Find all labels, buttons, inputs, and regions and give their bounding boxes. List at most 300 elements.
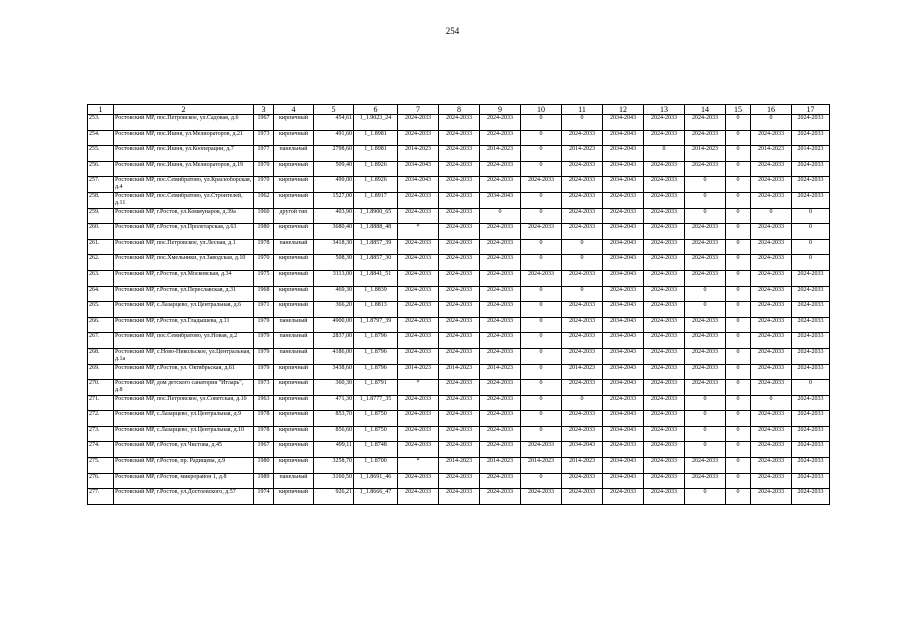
table-cell: 2024-2033 <box>439 395 480 411</box>
table-cell: 261. <box>88 239 114 255</box>
table-cell: 1979 <box>254 364 274 380</box>
column-header: 16 <box>751 105 792 115</box>
table-cell: 0 <box>685 426 726 442</box>
table-cell: 2034-2043 <box>562 442 603 458</box>
address-cell: Ростовский МР, г.Ростов, пр. Радищева, д.9 <box>114 458 254 474</box>
table-cell: 0 <box>685 192 726 208</box>
table-cell: 253. <box>88 115 114 131</box>
table-cell: 0 <box>685 177 726 193</box>
table-cell: 853,70 <box>314 411 354 427</box>
table-row <box>88 364 830 380</box>
table-cell: 0 <box>726 286 751 302</box>
table-cell: 2024-2033 <box>685 130 726 146</box>
table-cell: 0 <box>521 239 562 255</box>
table-cell: 1_1.8888_48 <box>354 224 398 240</box>
table-row <box>88 395 830 411</box>
table-cell: кирпичный <box>274 192 314 208</box>
table-cell: 2024-2033 <box>562 333 603 349</box>
table-cell: 2024-2033 <box>751 270 792 286</box>
table-cell: 0 <box>792 255 830 271</box>
address-cell: Ростовский МР, г.Ростов, ул.Пролетарская, д.63 <box>114 224 254 240</box>
address-cell: Ростовский МР, г.Ростов, ул.Переславская, д.31 <box>114 286 254 302</box>
table-cell: 2034-2043 <box>480 192 521 208</box>
table-cell: 1970 <box>254 255 274 271</box>
table-cell: 270. <box>88 380 114 396</box>
table-cell: 1_1.8857_39 <box>354 239 398 255</box>
table-body <box>88 115 830 505</box>
table-cell: 2024-2033 <box>792 130 830 146</box>
table-row <box>88 255 830 271</box>
table-cell: 2024-2033 <box>562 130 603 146</box>
table-cell: 0 <box>726 255 751 271</box>
table-cell: 2024-2033 <box>792 302 830 318</box>
table-cell: 2024-2033 <box>480 302 521 318</box>
table-cell: 1_1.8841_51 <box>354 270 398 286</box>
table-cell: 0 <box>726 348 751 364</box>
table-cell: 2024-2033 <box>562 161 603 177</box>
table-row <box>88 473 830 489</box>
table-cell: 2034-2043 <box>603 255 644 271</box>
table-cell: 259. <box>88 208 114 224</box>
table-cell: панельный <box>274 317 314 333</box>
table-cell: 1_1.8791 <box>354 380 398 396</box>
column-header: 15 <box>726 105 751 115</box>
table-row <box>88 333 830 349</box>
table-cell: 2024-2033 <box>562 489 603 505</box>
table-cell: 2024-2033 <box>685 458 726 474</box>
table-cell: 1978 <box>254 239 274 255</box>
table-cell: 2034-2043 <box>603 224 644 240</box>
table-cell: 2034-2043 <box>603 177 644 193</box>
address-cell: Ростовский МР, пос.Семибратово, ул.Новая, д.2 <box>114 333 254 349</box>
table-cell: 2034-2043 <box>603 146 644 162</box>
table-cell: 2034-2043 <box>603 270 644 286</box>
table-row <box>88 380 830 396</box>
table-cell: 3160,50 <box>314 473 354 489</box>
table-cell: 2024-2033 <box>644 208 685 224</box>
table-cell: 1_1.8748 <box>354 442 398 458</box>
table-cell: 2024-2033 <box>480 161 521 177</box>
table-cell: 2024-2033 <box>439 286 480 302</box>
table-cell: 264. <box>88 286 114 302</box>
table-cell: 2024-2033 <box>480 380 521 396</box>
table-cell: 2024-2033 <box>751 224 792 240</box>
table-cell: 2034-2043 <box>603 364 644 380</box>
table-cell: 2024-2033 <box>562 380 603 396</box>
table-cell: 265. <box>88 302 114 318</box>
table-cell: 2024-2033 <box>480 473 521 489</box>
table-cell: 2014-2023 <box>685 146 726 162</box>
table-cell: 1989 <box>254 473 274 489</box>
table-cell: 0 <box>562 286 603 302</box>
column-header: 3 <box>254 105 274 115</box>
table-cell: 2024-2033 <box>398 473 439 489</box>
table-cell: 2024-2033 <box>439 489 480 505</box>
table-cell: 0 <box>726 458 751 474</box>
table-cell: 0 <box>726 442 751 458</box>
table-cell: 1979 <box>254 348 274 364</box>
table-cell: 0 <box>726 192 751 208</box>
table-cell: 403,90 <box>314 208 354 224</box>
table-cell: 1980 <box>254 458 274 474</box>
table-cell: 2024-2033 <box>439 473 480 489</box>
table-cell: 1_1.8797_39 <box>354 317 398 333</box>
table-cell: 2024-2033 <box>751 302 792 318</box>
table-cell: 2024-2033 <box>398 192 439 208</box>
table-cell: 2034-2043 <box>603 380 644 396</box>
table-cell: 2024-2033 <box>751 192 792 208</box>
table-cell: 471,30 <box>314 395 354 411</box>
table-cell: 3258,70 <box>314 458 354 474</box>
table-cell: 0 <box>726 224 751 240</box>
table-cell: 2024-2033 <box>398 270 439 286</box>
table-cell: 2024-2033 <box>644 348 685 364</box>
table-cell: 2024-2033 <box>751 380 792 396</box>
address-cell: Ростовский МР, пос.Петровское, ул.Лесная, д.1 <box>114 239 254 255</box>
table-cell: 0 <box>726 333 751 349</box>
table-cell: 2034-2043 <box>603 458 644 474</box>
table-cell: 2024-2033 <box>792 317 830 333</box>
table-cell: 2024-2033 <box>685 380 726 396</box>
table-cell: 2024-2033 <box>603 489 644 505</box>
table-cell: * <box>398 458 439 474</box>
table-cell: 2024-2033 <box>398 411 439 427</box>
table-cell: 2014-2023 <box>751 146 792 162</box>
column-header: 10 <box>521 105 562 115</box>
table-cell: 2024-2033 <box>480 442 521 458</box>
table-cell: 2024-2033 <box>439 115 480 131</box>
table-cell: 0 <box>562 239 603 255</box>
address-cell: Ростовский МР, пос.Ишня, ул.Мелиораторов, д.21 <box>114 130 254 146</box>
table-cell: другой тип <box>274 208 314 224</box>
address-cell: Ростовский МР, г.Ростов, ул.Достоевского, д.57 <box>114 489 254 505</box>
table-cell: кирпичный <box>274 224 314 240</box>
table-cell: 2024-2033 <box>644 130 685 146</box>
table-cell: 1968 <box>254 286 274 302</box>
table-cell: 2024-2033 <box>480 177 521 193</box>
table-cell: кирпичный <box>274 286 314 302</box>
table-cell: 2024-2033 <box>644 380 685 396</box>
table-cell: 2014-2023 <box>398 146 439 162</box>
table-cell: 2024-2033 <box>562 177 603 193</box>
column-header: 17 <box>792 105 830 115</box>
table-cell: 2024-2033 <box>439 270 480 286</box>
table-cell: кирпичный <box>274 426 314 442</box>
column-header: 4 <box>274 105 314 115</box>
table-cell: 2034-2043 <box>603 411 644 427</box>
table-cell: 269. <box>88 364 114 380</box>
table-cell: 1_1.8691_46 <box>354 473 398 489</box>
table-cell: 2024-2033 <box>792 395 830 411</box>
table-cell: 1_1.8750 <box>354 426 398 442</box>
table-cell: 2024-2033 <box>562 426 603 442</box>
table-cell: 2034-2043 <box>603 115 644 131</box>
table-cell: 2024-2033 <box>685 333 726 349</box>
table-cell: 260. <box>88 224 114 240</box>
table-cell: 2034-2043 <box>398 177 439 193</box>
table-cell: 0 <box>726 130 751 146</box>
table-cell: 1_1.8777_35 <box>354 395 398 411</box>
address-cell: Ростовский МР, с.Ново-Никольское, ул.Центральная, д.1а <box>114 348 254 364</box>
table-cell: 2024-2033 <box>792 348 830 364</box>
table-cell: панельный <box>274 473 314 489</box>
table-cell: 0 <box>726 270 751 286</box>
table-cell: 1962 <box>254 192 274 208</box>
table-cell: 274. <box>88 442 114 458</box>
table-cell: 0 <box>480 208 521 224</box>
table-cell: 2024-2033 <box>685 239 726 255</box>
table-cell: 2024-2033 <box>480 286 521 302</box>
table-cell: 2024-2033 <box>480 317 521 333</box>
table-cell: 0 <box>521 208 562 224</box>
table-cell: 2034-2043 <box>603 317 644 333</box>
table-cell: 258. <box>88 192 114 208</box>
table-cell: 2024-2033 <box>685 317 726 333</box>
table-cell: 2024-2033 <box>480 115 521 131</box>
table-cell: 2024-2033 <box>751 426 792 442</box>
table-cell: кирпичный <box>274 302 314 318</box>
table-cell: 2024-2033 <box>792 333 830 349</box>
table-cell: 2024-2033 <box>398 208 439 224</box>
table-cell: 256. <box>88 161 114 177</box>
table-cell: 2024-2033 <box>439 348 480 364</box>
table-cell: 2024-2033 <box>751 364 792 380</box>
table-cell: 2024-2033 <box>562 224 603 240</box>
address-cell: Ростовский МР, г.Ростов, ул.Московская, д.34 <box>114 270 254 286</box>
table-cell: 2024-2033 <box>439 192 480 208</box>
table-cell: 0 <box>726 380 751 396</box>
table-cell: 2024-2033 <box>398 239 439 255</box>
table-cell: кирпичный <box>274 380 314 396</box>
table-cell: 2024-2033 <box>792 161 830 177</box>
table-cell: 1960 <box>254 208 274 224</box>
table-cell: 2837,00 <box>314 333 354 349</box>
table-row <box>88 426 830 442</box>
table-cell: 0 <box>644 146 685 162</box>
table-cell: 2024-2033 <box>439 411 480 427</box>
table-cell: 0 <box>521 426 562 442</box>
table-cell: 2024-2033 <box>644 317 685 333</box>
table-cell: 1973 <box>254 130 274 146</box>
table-cell: 2024-2033 <box>439 302 480 318</box>
table-cell: 2024-2033 <box>398 130 439 146</box>
table-row <box>88 115 830 131</box>
table-cell: 1_1.8796 <box>354 348 398 364</box>
table-cell: 0 <box>685 442 726 458</box>
table-cell: 257. <box>88 177 114 193</box>
table-cell: 509,40 <box>314 161 354 177</box>
table-cell: 2014-2023 <box>792 146 830 162</box>
table-cell: 2014-2023 <box>480 146 521 162</box>
table-cell: 2024-2033 <box>644 302 685 318</box>
table-cell: 2024-2033 <box>603 286 644 302</box>
table-cell: кирпичный <box>274 364 314 380</box>
table-cell: 2024-2033 <box>398 442 439 458</box>
table-cell: 1970 <box>254 161 274 177</box>
table-cell: 2024-2033 <box>439 161 480 177</box>
table-cell: 1973 <box>254 380 274 396</box>
table-cell: 1967 <box>254 442 274 458</box>
table-cell: 0 <box>751 208 792 224</box>
table-cell: 2024-2033 <box>439 146 480 162</box>
table-cell: 2024-2033 <box>644 270 685 286</box>
table-cell: 2024-2033 <box>398 317 439 333</box>
table-cell: 263. <box>88 270 114 286</box>
table-cell: 2024-2033 <box>480 255 521 271</box>
table-cell: кирпичный <box>274 489 314 505</box>
table-cell: 2014-2023 <box>439 458 480 474</box>
column-header: 12 <box>603 105 644 115</box>
table-cell: 1_1.8839 <box>354 286 398 302</box>
table-cell: панельный <box>274 348 314 364</box>
address-cell: Ростовский МР, пос.Ишня, ул.Мелиораторов, д.19 <box>114 161 254 177</box>
table-cell: 3680,40 <box>314 224 354 240</box>
table-cell: 2014-2023 <box>480 364 521 380</box>
table-cell: 2024-2033 <box>792 286 830 302</box>
table-cell: 1967 <box>254 115 274 131</box>
table-cell: 2024-2033 <box>792 364 830 380</box>
table-cell: 2034-2043 <box>398 161 439 177</box>
table-cell: 2024-2033 <box>398 333 439 349</box>
table-cell: 2024-2033 <box>603 395 644 411</box>
table-cell: 0 <box>685 208 726 224</box>
table-cell: 2024-2033 <box>398 255 439 271</box>
table-cell: 0 <box>751 395 792 411</box>
table-cell: 2024-2033 <box>398 286 439 302</box>
table-cell: 1_1.8700 <box>354 458 398 474</box>
table-cell: 2024-2033 <box>439 442 480 458</box>
table-cell: 366,20 <box>314 302 354 318</box>
table-cell: 2024-2033 <box>644 442 685 458</box>
table-row <box>88 161 830 177</box>
table-cell: 0 <box>562 115 603 131</box>
table-cell: кирпичный <box>274 458 314 474</box>
address-cell: Ростовский МР, пос.Петровское, ул.Садовая, д.6 <box>114 115 254 131</box>
table-cell: 1978 <box>254 426 274 442</box>
table-cell: 2024-2033 <box>603 442 644 458</box>
table-cell: 2024-2033 <box>439 239 480 255</box>
table-cell: 2024-2033 <box>398 115 439 131</box>
table-row <box>88 208 830 224</box>
address-cell: Ростовский МР, с.Лазарцево, ул.Центральная, д.9 <box>114 411 254 427</box>
table-cell: 2024-2033 <box>398 395 439 411</box>
address-cell: Ростовский МР, пос.Ишня, ул.Кооперации, д.7 <box>114 146 254 162</box>
table-cell: 2024-2033 <box>398 426 439 442</box>
table-cell: кирпичный <box>274 395 314 411</box>
table-cell: 2024-2033 <box>644 489 685 505</box>
table-cell: 0 <box>726 317 751 333</box>
table-cell: 0 <box>726 489 751 505</box>
table-cell: 2024-2033 <box>751 130 792 146</box>
table-cell: 2024-2033 <box>480 270 521 286</box>
table-cell: кирпичный <box>274 270 314 286</box>
table-cell: 2024-2033 <box>792 192 830 208</box>
table-cell: 2024-2033 <box>480 348 521 364</box>
table-cell: 2024-2033 <box>439 130 480 146</box>
table-cell: 0 <box>726 411 751 427</box>
table-cell: 2024-2033 <box>792 115 830 131</box>
table-cell: 0 <box>726 473 751 489</box>
table-cell: 2024-2033 <box>644 286 685 302</box>
table-cell: 2034-2043 <box>603 130 644 146</box>
table-cell: 856,60 <box>314 426 354 442</box>
table-cell: 469,30 <box>314 286 354 302</box>
table-cell: 271. <box>88 395 114 411</box>
table-row <box>88 130 830 146</box>
table-cell: 2034-2043 <box>603 333 644 349</box>
table-cell: 1_1.8926 <box>354 161 398 177</box>
table-cell: 1971 <box>254 302 274 318</box>
table-cell: 3418,30 <box>314 239 354 255</box>
table-cell: 1_1.8666_47 <box>354 489 398 505</box>
table-cell: 2034-2043 <box>603 161 644 177</box>
table-cell: 0 <box>726 161 751 177</box>
table-row <box>88 348 830 364</box>
table-cell: 508,30 <box>314 255 354 271</box>
table-cell: 0 <box>521 348 562 364</box>
table-cell: панельный <box>274 239 314 255</box>
table-cell: 2024-2033 <box>751 473 792 489</box>
table-cell: 268. <box>88 348 114 364</box>
table-cell: 2024-2033 <box>439 224 480 240</box>
table-cell: кирпичный <box>274 442 314 458</box>
table-cell: 3113,00 <box>314 270 354 286</box>
table-cell: 275. <box>88 458 114 474</box>
column-header: 9 <box>480 105 521 115</box>
table-cell: 1963 <box>254 395 274 411</box>
table-cell: 0 <box>521 317 562 333</box>
address-cell: Ростовский МР, пос.Семибратово, ул.Красноборская, д.4 <box>114 177 254 193</box>
table-cell: 1_1.8926 <box>354 177 398 193</box>
table-cell: 2034-2043 <box>603 302 644 318</box>
table-cell: 4900,00 <box>314 317 354 333</box>
table-cell: 491,60 <box>314 130 354 146</box>
table-cell: 1_1.9023_24 <box>354 115 398 131</box>
table-cell: 0 <box>726 146 751 162</box>
table-cell: 2024-2033 <box>685 161 726 177</box>
table-cell: 499,00 <box>314 177 354 193</box>
table-cell: 0 <box>726 239 751 255</box>
page-number: 254 <box>445 26 460 36</box>
table-row <box>88 192 830 208</box>
table-cell: 2014-2023 <box>562 458 603 474</box>
table-cell: 0 <box>685 302 726 318</box>
table-cell: 2024-2033 <box>480 426 521 442</box>
table-cell: 2024-2033 <box>521 489 562 505</box>
table-cell: 2024-2033 <box>685 364 726 380</box>
table-cell: 2014-2023 <box>562 146 603 162</box>
column-header: 1 <box>88 105 114 115</box>
table-cell: 2024-2033 <box>439 255 480 271</box>
table-cell: 2024-2033 <box>644 411 685 427</box>
table-row <box>88 224 830 240</box>
table-cell: 2024-2033 <box>644 161 685 177</box>
table-cell: 2024-2033 <box>644 192 685 208</box>
address-cell: Ростовский МР, г.Ростов, ул.Чистова, д.45 <box>114 442 254 458</box>
address-cell: Ростовский МР, с.Лазарцево, ул.Центральная, д.10 <box>114 426 254 442</box>
table-cell: 2024-2033 <box>480 224 521 240</box>
table-cell: 2024-2033 <box>751 286 792 302</box>
table-cell: 1_1.8900_65 <box>354 208 398 224</box>
table-cell: кирпичный <box>274 161 314 177</box>
table-cell: 0 <box>521 286 562 302</box>
table-cell: 2024-2033 <box>562 192 603 208</box>
table-cell: 2034-2043 <box>603 239 644 255</box>
table-cell: 2024-2033 <box>439 317 480 333</box>
table-cell: 0 <box>792 208 830 224</box>
table-cell: панельный <box>274 146 314 162</box>
table-cell: 2014-2023 <box>439 364 480 380</box>
